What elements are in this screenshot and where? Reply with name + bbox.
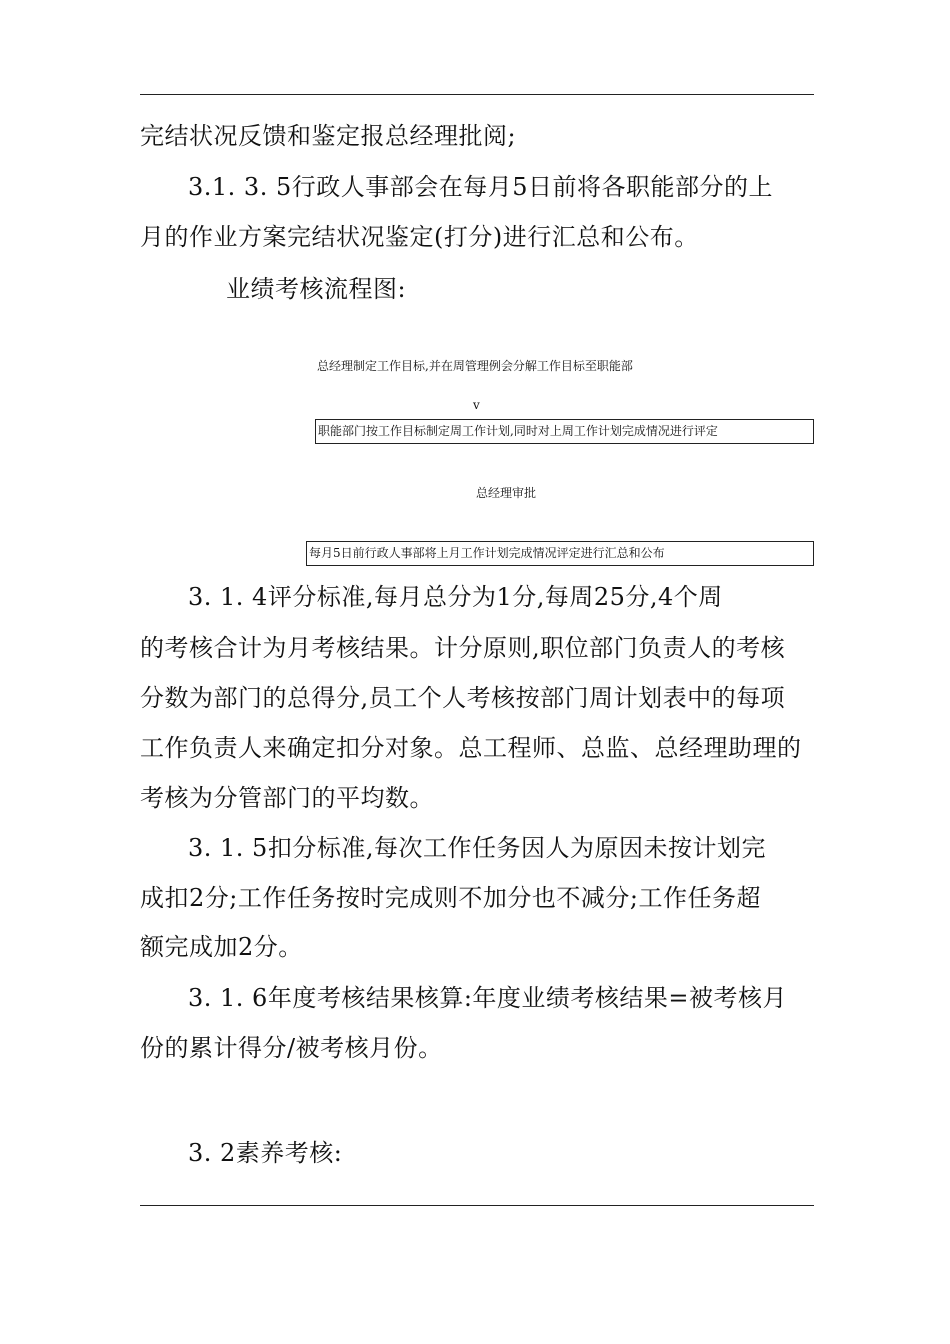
flowchart-arrow: v	[473, 398, 480, 412]
paragraph-line: 分数为部门的总得分,员工个人考核按部门周计划表中的每项	[140, 684, 786, 712]
footer-rule	[140, 1205, 814, 1206]
paragraph-line: 成扣2分;工作任务按时完成则不加分也不减分;工作任务超	[140, 884, 761, 912]
paragraph-line: 额完成加2分。	[140, 933, 303, 961]
section-heading: 3. 2素养考核:	[188, 1139, 343, 1167]
paragraph-line: 月的作业方案完结状况鉴定(打分)进行汇总和公布。	[140, 223, 699, 251]
paragraph-line: 考核为分管部门的平均数。	[140, 784, 434, 812]
paragraph-line: 3. 1. 6年度考核结果核算:年度业绩考核结果=被考核月	[188, 984, 788, 1012]
flowchart-step-1: 总经理制定工作目标,并在周管理例会分解工作目标至职能部	[317, 359, 633, 373]
paragraph-line: 3. 1. 5扣分标准,每次工作任务因人为原因未按计划完	[188, 834, 766, 862]
paragraph-line: 的考核合计为月考核结果。计分原则,职位部门负责人的考核	[140, 634, 786, 662]
paragraph-line: 份的累计得分/被考核月份。	[140, 1034, 443, 1062]
header-rule	[140, 94, 814, 95]
flowchart-step-3: 总经理审批	[476, 486, 537, 500]
flowchart-step-2-box: 职能部门按工作目标制定周工作计划,同时对上周工作计划完成情况进行评定	[315, 419, 814, 444]
flowchart-step-4-box: 每月5日前行政人事部将上月工作计划完成情况评定进行汇总和公布	[306, 541, 814, 566]
paragraph-line: 3.1. 3. 5行政人事部会在每月5日前将各职能部分的上	[188, 173, 773, 201]
paragraph-line: 工作负责人来确定扣分对象。总工程师、总监、总经理助理的	[140, 734, 802, 762]
paragraph-line: 完结状况反馈和鉴定报总经理批阅;	[140, 122, 517, 150]
flowchart-heading: 业绩考核流程图:	[226, 275, 407, 303]
paragraph-line: 3. 1. 4评分标准,每月总分为1分,每周25分,4个周	[188, 583, 723, 611]
